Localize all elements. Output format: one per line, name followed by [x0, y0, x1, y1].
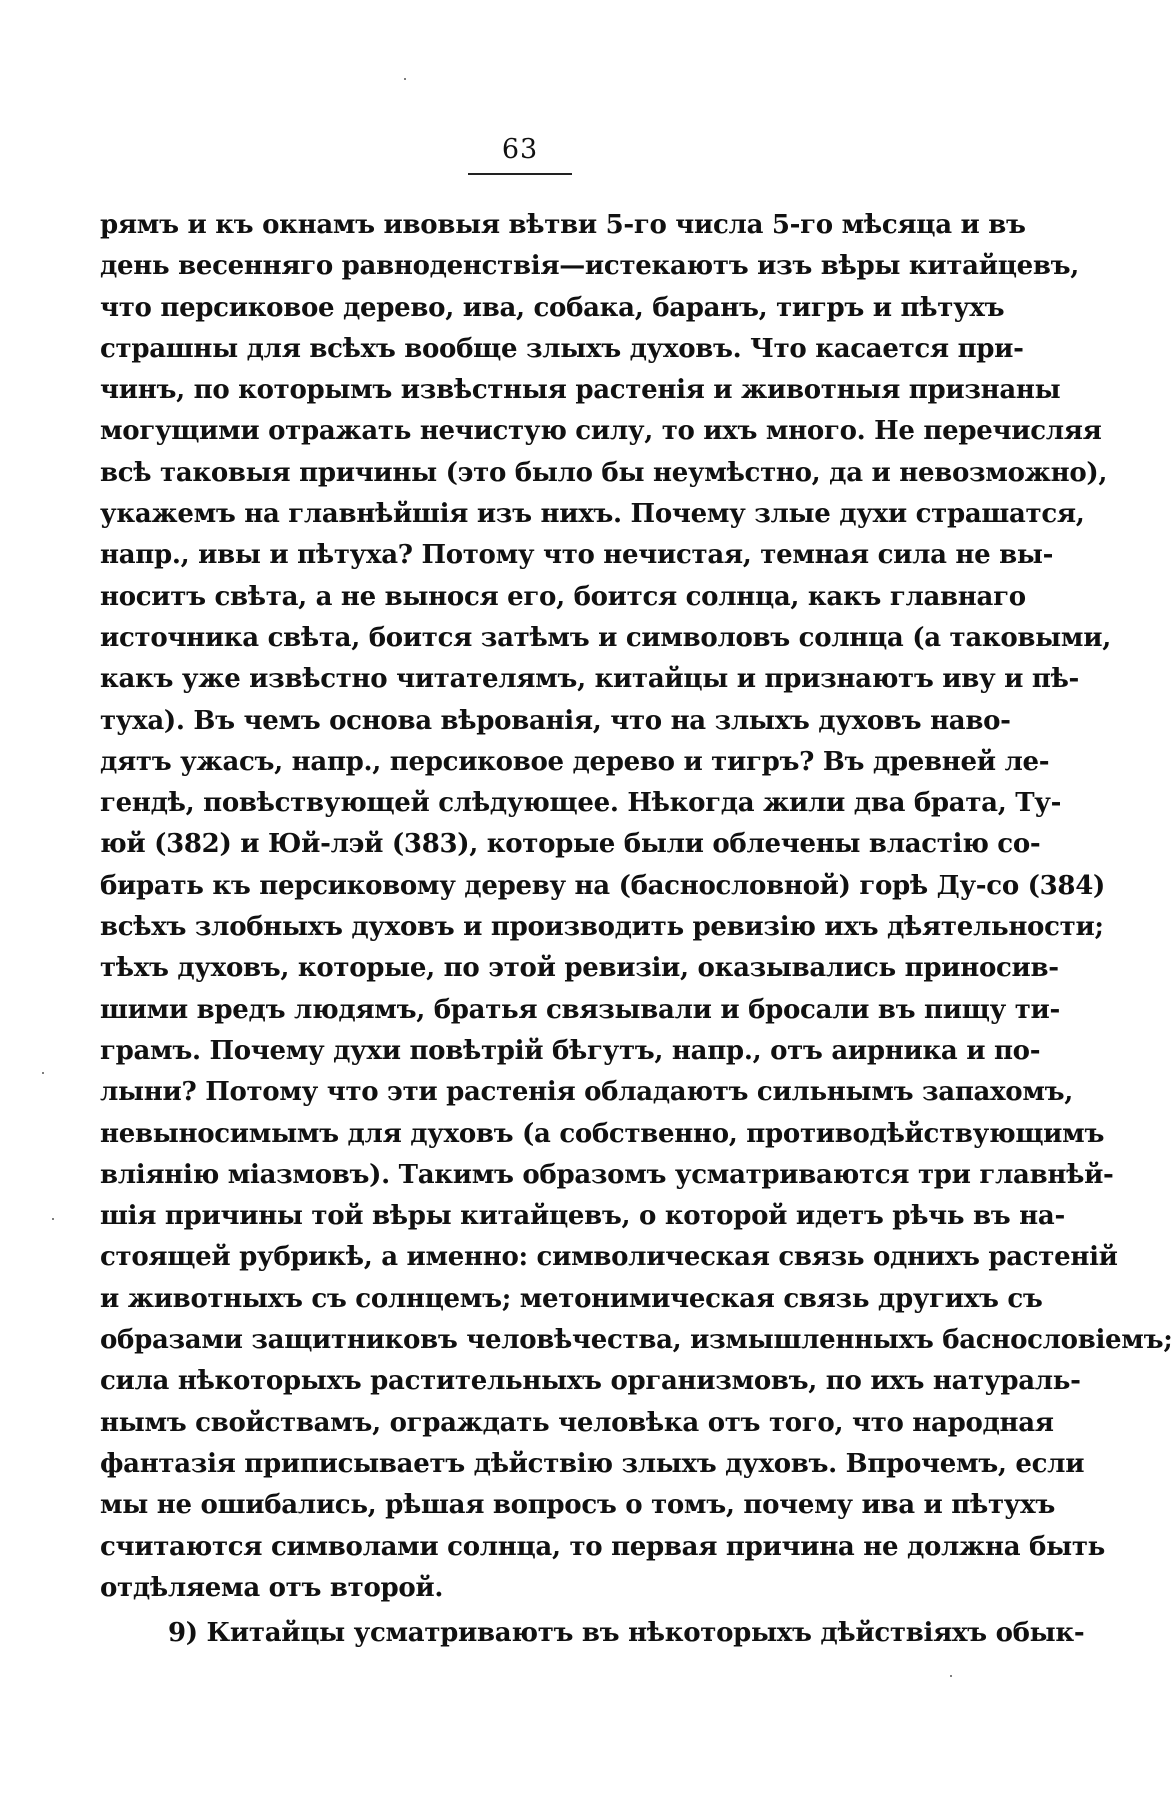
text-line: рямъ и къ окнамъ ивовыя вѣтви 5-го числа 5-го мѣсяца и въ: [100, 210, 1026, 240]
text-line: юй (382) и Юй-лэй (383), которые были облечены властію со-: [100, 829, 1041, 860]
text-line: шими вредъ людямъ, братья связывали и бросали въ пищу ти-: [100, 994, 1060, 1025]
text-line: всѣхъ злобныхъ духовъ и производить ревизію ихъ дѣятельности;: [100, 912, 1104, 943]
text-line: сила нѣкоторыхъ растительныхъ организмовъ, по ихъ натураль-: [100, 1366, 1081, 1397]
text-line: бирать къ персиковому дереву на (баснословной) горѣ Ду-со (384): [100, 870, 1106, 901]
text-line: дятъ ужасъ, напр., персиковое дерево и тигръ? Въ древней ле-: [100, 746, 1050, 777]
scan-speck: [42, 1072, 44, 1074]
text-line: считаются символами солнца, то первая причина не должна быть: [100, 1531, 1106, 1562]
text-line: нымъ свойствамъ, ограждать человѣка отъ того, что народная: [100, 1407, 1054, 1438]
text-line: шія причины той вѣры китайцевъ, о которой идетъ рѣчь въ на-: [100, 1201, 1065, 1232]
text-line: вліянію міазмовъ). Такимъ образомъ усматриваются три главнѣй-: [100, 1159, 1114, 1190]
scan-speck: [404, 78, 406, 80]
text-line: мы не ошибались, рѣшая вопросъ о томъ, почему ива и пѣтухъ: [100, 1490, 1055, 1521]
scan-speck: [950, 1675, 952, 1677]
page-number: 63: [501, 134, 539, 165]
text-line: невыносимымъ для духовъ (а собственно, противодѣйствующимъ: [100, 1118, 1105, 1149]
text-line: лыни? Потому что эти растенія обладаютъ сильнымъ запахомъ,: [100, 1077, 1074, 1108]
text-line: стоящей рубрикѣ, а именно: символическая связь однихъ растеній: [100, 1242, 1118, 1273]
text-line: грамъ. Почему духи повѣтрій бѣгутъ, напр., отъ аирника и по-: [100, 1035, 1041, 1066]
text-line: день весенняго равноденствія—истекаютъ изъ вѣры китайцевъ,: [100, 251, 1080, 282]
page-number-rule: [468, 173, 572, 175]
text-line: всѣ таковыя причины (это было бы неумѣстно, да и невозможно),: [100, 457, 1108, 488]
text-line: источника свѣта, боится затѣмъ и символовъ солнца (а таковыми,: [100, 622, 1111, 653]
scan-speck: [52, 1218, 54, 1220]
text-line: фантазія приписываетъ дѣйствію злыхъ духовъ. Впрочемъ, если: [100, 1448, 1085, 1479]
text-line: отдѣляема отъ второй.: [100, 1572, 444, 1603]
text-line: чинъ, по которымъ извѣстныя растенія и животныя признаны: [100, 375, 1061, 406]
text-line: напр., ивы и пѣтуха? Потому что нечистая, темная сила не вы-: [100, 540, 1054, 571]
paragraph-2: [100, 1613, 1085, 1654]
text-line: и животныхъ съ солнцемъ; метонимическая связь другихъ съ: [100, 1283, 1043, 1314]
text-line: страшны для всѣхъ вообще злыхъ духовъ. Что касается при-: [100, 333, 1024, 364]
text-line: что персиковое дерево, ива, собака, баранъ, тигръ и пѣтухъ: [100, 292, 1005, 323]
text-body: [100, 205, 1173, 1654]
text-line: носитъ свѣта, а не вынося его, боится солнца, какъ главнаго: [100, 581, 1026, 612]
text-line: тѣхъ духовъ, которые, по этой ревизіи, оказывались приносив-: [100, 953, 1059, 984]
text-line: гендѣ, повѣствующей слѣдующее. Нѣкогда жили два брата, Ту-: [100, 788, 1062, 819]
text-line: 9) Китайцы усматриваютъ въ нѣкоторыхъ дѣйствіяхъ обык-: [168, 1618, 1085, 1649]
text-line: могущими отражать нечистую силу, то ихъ много. Не перечисляя: [100, 416, 1102, 447]
text-line: туха). Въ чемъ основа вѣрованія, что на злыхъ духовъ наво-: [100, 705, 1011, 736]
text-line: укажемъ на главнѣйшія изъ нихъ. Почему злые духи страшатся,: [100, 499, 1085, 530]
text-line: какъ уже извѣстно читателямъ, китайцы и признаютъ иву и пѣ-: [100, 664, 1080, 695]
text-line: образами защитниковъ человѣчества, измышленныхъ баснословіемъ;: [100, 1325, 1173, 1356]
paragraph-1: [100, 205, 1173, 1609]
